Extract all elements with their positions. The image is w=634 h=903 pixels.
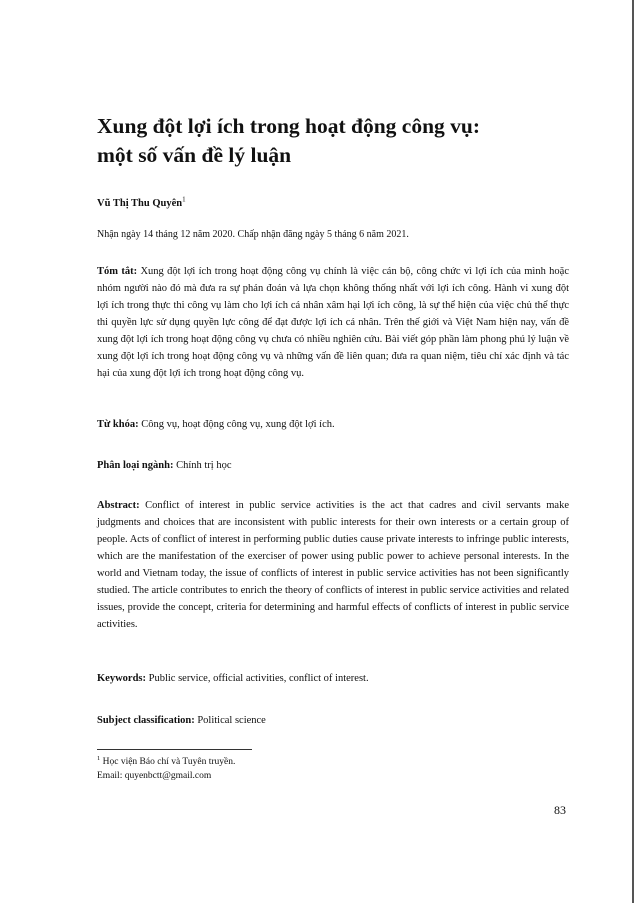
author-name: Vũ Thị Thu Quyên (97, 198, 183, 209)
keywords-english (97, 670, 569, 687)
keywords-vi-text: Công vụ, hoạt động công vụ, xung đột lợi ích. (141, 419, 335, 430)
article-title (97, 112, 577, 170)
author (97, 195, 186, 209)
keywords-vi-label: Từ khóa: (97, 419, 139, 430)
classification-en-label: Subject classification: (97, 715, 195, 726)
author-footnote-mark: 1 (182, 195, 186, 204)
received-date: Nhận ngày 14 tháng 12 năm 2020. Chấp nhận đăng ngày 5 tháng 6 năm 2021. (97, 229, 409, 240)
footnote-email: Email: quyenbctt@gmail.com (97, 771, 212, 781)
title-line-1: Xung đột lợi ích trong hoạt động công vụ: (97, 114, 481, 138)
footnote-mark: 1 (97, 754, 101, 762)
keywords-vietnamese (97, 416, 569, 433)
keywords-en-label: Keywords: (97, 673, 146, 684)
title-line-2: một số vấn đề lý luận (97, 143, 292, 167)
classification-en-text: Political science (197, 715, 266, 726)
keywords-en-text: Public service, official activities, conflict of interest. (148, 673, 369, 684)
abstract-vi-text: Xung đột lợi ích trong hoạt động công vụ chính là việc cán bộ, công chức vì lợi ích của mình hoặc nhóm người nào đó mà đưa ra sự phán đoán và lựa chọn không thống nhất với lợi ích công. Hành vi xung đột lợi ích trong thực thi công vụ làm cho lợi ích cá nhân xâm hại lợi ích công, là sự thể hiện của việc chủ thể thực thi quyền lực sử dụng quyền lực công để đạt được lợi ích cá nhân. Trên thế giới và Việt Nam hiện nay, vấn đề xung đột lợi ích trong hoạt động công vụ chưa có nhiều nghiên cứu. Bài viết góp phần làm phong phú lý luận về xung đột lợi ích trong hoạt động công vụ và những vấn đề liên quan; đưa ra quan niệm, tiêu chí xác định và tác hại của xung đột lợi ích trong hoạt động công vụ. (97, 266, 569, 379)
footnote (97, 755, 235, 783)
abstract-en-text: Conflict of interest in public service activities is the act that cadres and civil servants make judgments and choices that are inconsistent with public interests for their own interests or a certain group of people. Acts of conflict of interest in performing public duties cause private interests to infringe public interests, which are the manifestation of the exerciser of power using public power to achieve personal interests. In the world and Vietnam today, the issue of conflicts of interest in public service activities has not been significantly studied. The article contributes to enrich the theory of conflicts of interest in public service activities and related issues, provide the concept, criteria for determining and harmful effects of conflicts of interest in public service activities. (97, 500, 569, 630)
abstract-vi-label: Tóm tắt: (97, 266, 138, 277)
abstract-en-label: Abstract: (97, 500, 140, 511)
abstract-english (97, 497, 569, 633)
classification-vietnamese (97, 457, 569, 474)
footnote-affiliation: Học viện Báo chí và Tuyên truyền. (102, 757, 236, 767)
page-number: 83 (554, 803, 566, 817)
abstract-vietnamese (97, 263, 569, 382)
footnote-divider (97, 749, 252, 750)
classification-vi-text: Chính trị học (176, 460, 232, 471)
classification-english (97, 712, 569, 729)
classification-vi-label: Phân loại ngành: (97, 460, 174, 471)
